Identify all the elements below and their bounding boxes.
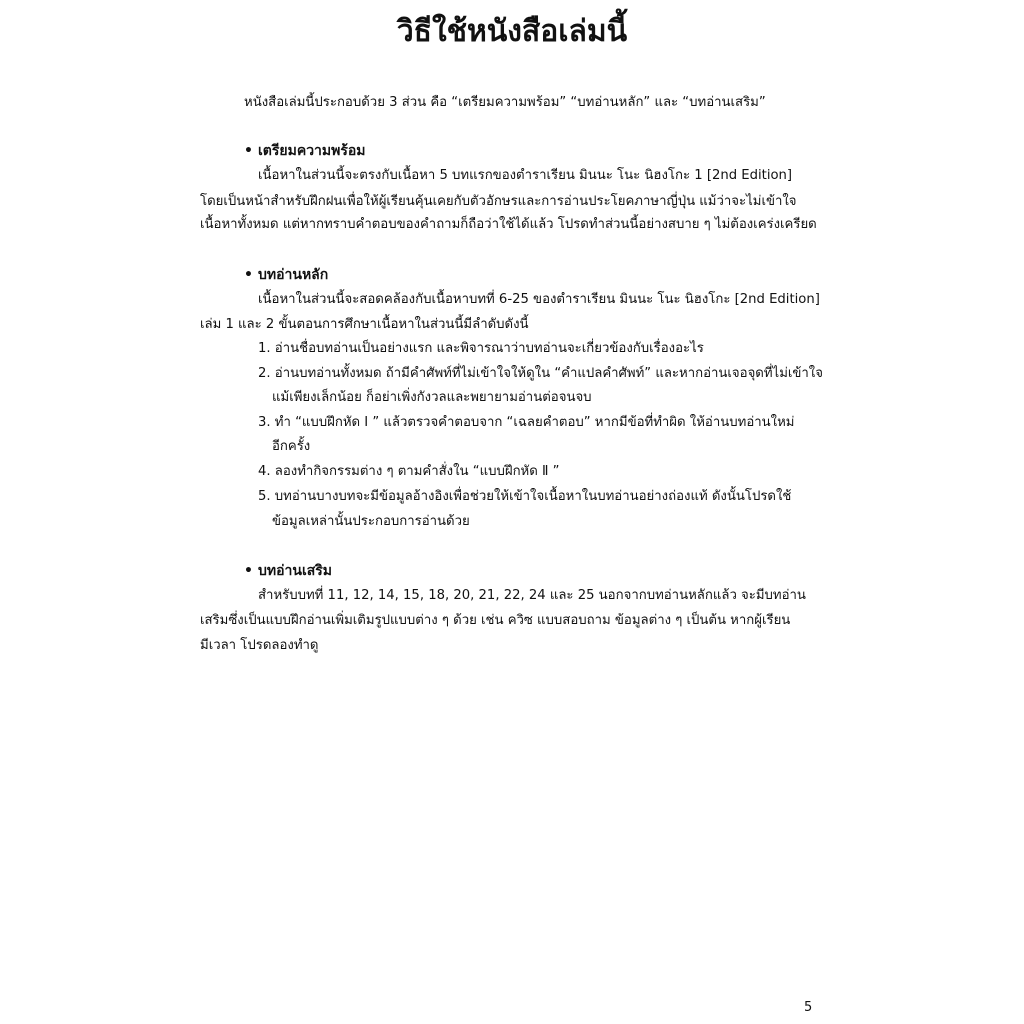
step-item-continued: ข้อมูลเหล่านั้นประกอบการอ่านด้วย	[272, 514, 470, 529]
page-number: 5	[804, 1000, 813, 1015]
paragraph-line: เนื้อหาในส่วนนี้จะสอดคล้องกับเนื้อหาบทที่ 6-25 ของตำราเรียน มินนะ โนะ นิฮงโกะ [2nd Edition]	[258, 292, 820, 307]
paragraph-line: โดยเป็นหน้าสำหรับฝึกฝนเพื่อให้ผู้เรียนคุ้นเคยกับตัวอักษรและการอ่านประโยคภาษาญี่ปุ่น แม้ว่าจะไม่เข้าใจ	[200, 194, 797, 209]
paragraph-line: สำหรับบทที่ 11, 12, 14, 15, 18, 20, 21, 22, 24 และ 25 นอกจากบทอ่านหลักแล้ว จะมีบทอ่าน	[258, 588, 806, 603]
section-heading-label: บทอ่านหลัก	[258, 267, 329, 283]
section-heading-main-reading	[244, 262, 328, 288]
paragraph-line: เนื้อหาทั้งหมด แต่หากทราบคำตอบของคำถามก็ถือว่าใช้ได้แล้ว โปรดทำส่วนนี้อย่างสบาย ๆ ไม่ต้องเคร่งเครียด	[200, 217, 817, 232]
section-heading-label: เตรียมความพร้อม	[258, 143, 366, 159]
page-title: วิธีใช้หนังสือเล่มนี้	[396, 14, 628, 49]
bullet-icon: •	[244, 267, 253, 283]
step-item: 5. บทอ่านบางบทจะมีข้อมูลอ้างอิงเพื่อช่วยให้เข้าใจเนื้อหาในบทอ่านอย่างถ่องแท้ ดังนั้นโปรดใช้	[258, 489, 792, 504]
bullet-icon: •	[244, 143, 253, 159]
bullet-icon: •	[244, 563, 253, 579]
section-heading-supplementary-reading	[244, 558, 332, 584]
step-item: 3. ทำ “แบบฝึกหัด Ⅰ ” แล้วตรวจคำตอบจาก “เฉลยคำตอบ” หากมีข้อที่ทำผิด ให้อ่านบทอ่านใหม่	[258, 415, 795, 430]
step-item-continued: อีกครั้ง	[272, 439, 311, 454]
paragraph-line: มีเวลา โปรดลองทำดู	[200, 638, 319, 653]
step-item: 2. อ่านบทอ่านทั้งหมด ถ้ามีคำศัพท์ที่ไม่เข้าใจให้ดูใน “คำแปลคำศัพท์” และหากอ่านเจอจุดที่ไม่เข้าใจ	[258, 366, 823, 381]
section-heading-label: บทอ่านเสริม	[258, 563, 333, 579]
paragraph-line: เสริมซึ่งเป็นแบบฝึกอ่านเพิ่มเติมรูปแบบต่าง ๆ ด้วย เช่น ควิซ แบบสอบถาม ข้อมูลต่าง ๆ เป็นต้น หากผู้เรียน	[200, 613, 791, 628]
paragraph-line: เนื้อหาในส่วนนี้จะตรงกับเนื้อหา 5 บทแรกของตำราเรียน มินนะ โนะ นิฮงโกะ 1 [2nd Edition]	[258, 168, 793, 183]
step-item: 4. ลองทำกิจกรรมต่าง ๆ ตามคำสั่งใน “แบบฝึกหัด Ⅱ ”	[258, 464, 560, 479]
step-item: 1. อ่านชื่อบทอ่านเป็นอย่างแรก และพิจารณาว่าบทอ่านจะเกี่ยวข้องกับเรื่องอะไร	[258, 341, 704, 356]
step-item-continued: แม้เพียงเล็กน้อย ก็อย่าเพิ่งกังวลและพยายามอ่านต่อจนจบ	[272, 390, 592, 405]
intro-paragraph: หนังสือเล่มนี้ประกอบด้วย 3 ส่วน คือ “เตรียมความพร้อม” “บทอ่านหลัก” และ “บทอ่านเสริม”	[244, 95, 766, 110]
paragraph-line: เล่ม 1 และ 2 ขั้นตอนการศึกษาเนื้อหาในส่วนนี้มีลำดับดังนี้	[200, 317, 529, 332]
section-heading-preparation	[244, 138, 366, 164]
